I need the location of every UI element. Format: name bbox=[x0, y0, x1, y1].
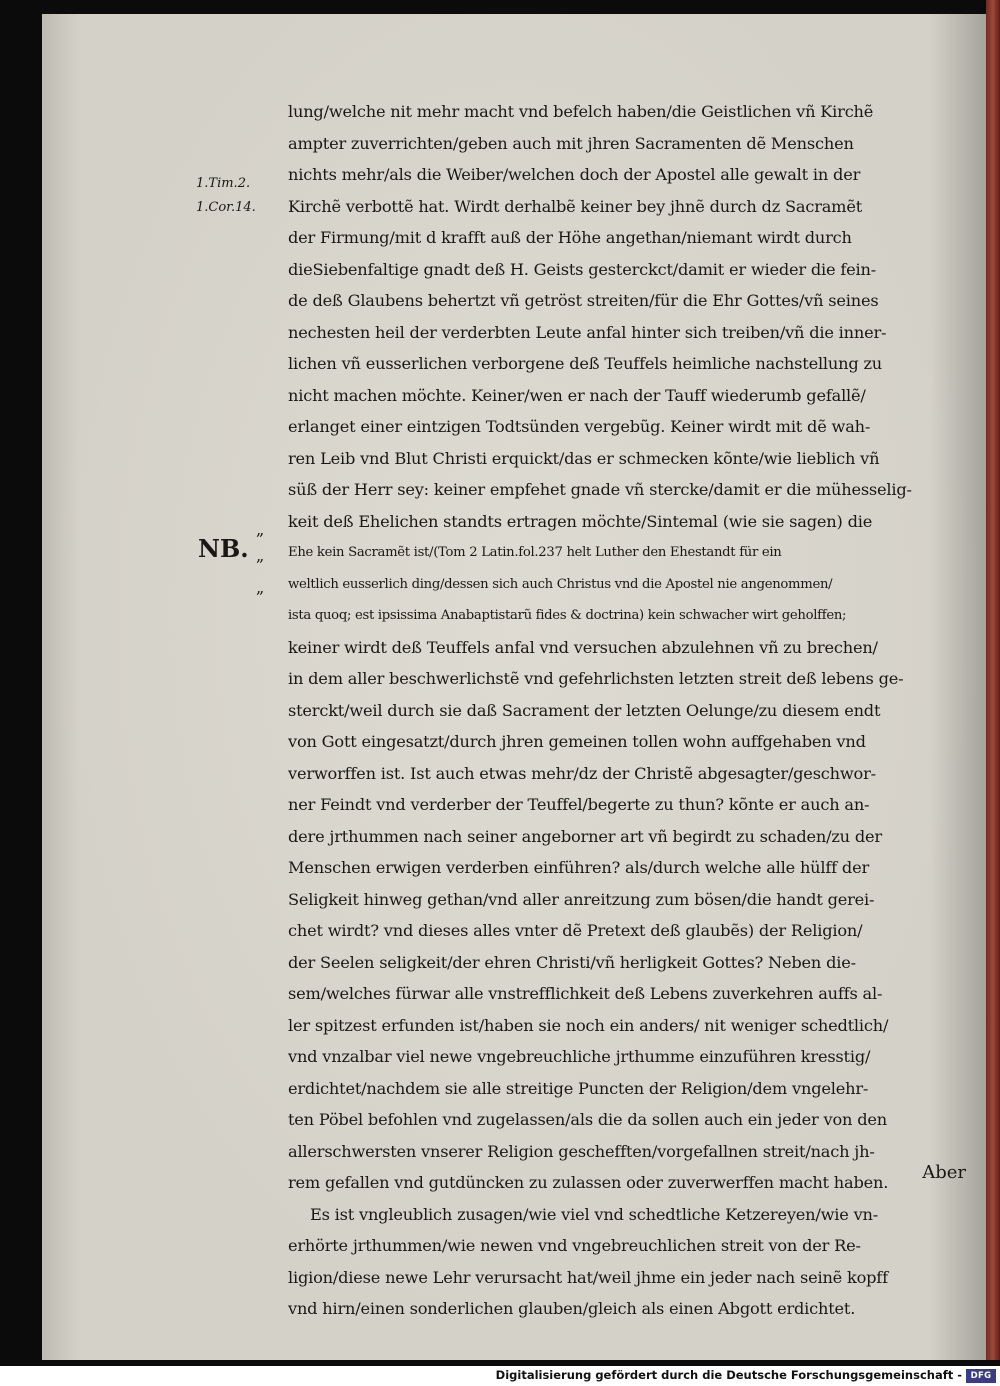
text-line: weltlich eusserlich ding/dessen sich auch Christus vnd die Apostel nie angenommen/ bbox=[288, 576, 833, 592]
text-line: sem/welches fürwar alle vnstrefflichkeit deß Lebens zuverkehren auffs al- bbox=[288, 984, 883, 1003]
text-line: ampter zuverrichten/geben auch mit jhren Sacramenten dẽ Menschen bbox=[288, 133, 854, 153]
catchword: Aber bbox=[922, 1162, 966, 1183]
text-line: keiner wirdt deß Teuffels anfal vnd versuchen abzulehnen vñ zu brechen/ bbox=[288, 637, 878, 657]
text-line: lung/welche nit mehr macht vnd befelch haben/die Geistlichen vñ Kirchẽ bbox=[288, 102, 874, 121]
text-line: erhörte jrthummen/wie newen vnd vngebreuchlichen streit von der Re- bbox=[288, 1236, 861, 1255]
text-line: ren Leib vnd Blut Christi erquickt/das er schmecken kõnte/wie lieblich vñ bbox=[288, 448, 880, 468]
book-spine-edge bbox=[986, 0, 1000, 1360]
margin-note-cor: 1.Cor.14. bbox=[196, 200, 256, 215]
text-line: de deß Glaubens behertzt vñ getröst streiten/für die Ehr Gottes/vñ seines bbox=[288, 291, 879, 310]
text-line: nechesten heil der verderbten Leute anfal hinter sich treiben/vñ die inner- bbox=[288, 322, 887, 342]
margin-quote-mark: „ bbox=[256, 578, 265, 597]
text-line: dere jrthummen nach seiner angeborner art vñ begirdt zu schaden/zu der bbox=[288, 826, 882, 846]
text-line: chet wirdt? vnd dieses alles vnter dẽ Pretext deß glaubẽs) der Religion/ bbox=[288, 921, 863, 940]
text-line: lichen vñ eusserlichen verborgene deß Teuffels heimliche nachstellung zu bbox=[288, 354, 883, 373]
text-line: erdichtet/nachdem sie alle streitige Puncten der Religion/dem vngelehr- bbox=[288, 1078, 869, 1098]
text-line: erlanget einer eintzigen Todtsünden vergebũg. Keiner wirdt mit dẽ wah- bbox=[288, 417, 871, 436]
margin-note-tim: 1.Tim.2. bbox=[196, 176, 251, 191]
text-line: Es ist vngleublich zusagen/wie viel vnd schedtliche Ketzereyen/wie vn- bbox=[310, 1204, 879, 1224]
text-line: ten Pöbel befohlen vnd zugelassen/als die da sollen auch ein jeder von den bbox=[288, 1110, 887, 1129]
margin-quote-mark: „ bbox=[256, 520, 265, 539]
text-line: der Firmung/mit d krafft auß der Höhe angethan/niemant wirdt durch bbox=[288, 228, 852, 247]
margin-note-nb: NB. bbox=[198, 534, 249, 563]
text-line: der Seelen seligkeit/der ehren Christi/vñ herligkeit Gottes? Neben die- bbox=[288, 952, 856, 972]
body-text bbox=[288, 96, 970, 1325]
text-line: in dem aller beschwerlichstẽ vnd gefehrlichsten letzten streit deß lebens ge- bbox=[288, 669, 904, 688]
text-line: sterckt/weil durch sie daß Sacrament der letzten Oelunge/zu diesem endt bbox=[288, 700, 881, 720]
text-line: ner Feindt vnd verderber der Teuffel/begerte zu thun? kõnte er auch an- bbox=[288, 795, 870, 814]
text-line: dieSiebenfaltige gnadt deß H. Geists gesterckct/damit er wieder die fein- bbox=[288, 259, 877, 279]
text-line: von Gott eingesatzt/durch jhren gemeinen tollen wohn auffgehaben vnd bbox=[288, 732, 866, 751]
footer-bar bbox=[0, 1366, 1000, 1386]
dfg-logo: DFG bbox=[966, 1369, 996, 1383]
text-line: ler spitzest erfunden ist/haben sie noch ein anders/ nit weniger schedtlich/ bbox=[288, 1015, 889, 1035]
text-line: nichts mehr/als die Weiber/welchen doch der Apostel alle gewalt in der bbox=[288, 165, 861, 184]
text-line: Kirchẽ verbottẽ hat. Wirdt derhalbẽ keiner bey jhnẽ durch dz Sacramẽt bbox=[288, 196, 863, 216]
text-line: nicht machen möchte. Keiner/wen er nach der Tauff wiederumb gefallẽ/ bbox=[288, 385, 866, 405]
footer-credit: Digitalisierung gefördert durch die Deutsche Forschungsgemeinschaft - bbox=[495, 1368, 962, 1382]
text-line: ligion/diese newe Lehr verursacht hat/weil jhme ein jeder nach seinẽ kopff bbox=[288, 1267, 888, 1287]
text-line: keit deß Ehelichen standts ertragen möchte/Sintemal (wie sie sagen) die bbox=[288, 511, 873, 531]
text-line: vnd vnzalbar viel newe vngebreuchliche jrthumme einzuführen kresstig/ bbox=[288, 1047, 871, 1066]
text-line: vnd hirn/einen sonderlichen glauben/gleich als einen Abgott erdichtet. bbox=[288, 1299, 856, 1318]
text-line: Menschen erwigen verderben einführen? als/durch welche alle hülff der bbox=[288, 858, 869, 877]
margin-quote-mark: „ bbox=[256, 546, 265, 565]
text-line: rem gefallen vnd gutdüncken zu zulassen oder zuverwerffen macht haben. bbox=[288, 1173, 889, 1192]
text-line: Ehe kein Sacramẽt ist/(Tom 2 Latin.fol.237 helt Luther den Ehestandt für ein bbox=[288, 545, 782, 560]
text-line: verworffen ist. Ist auch etwas mehr/dz der Christẽ abgesagter/geschwor- bbox=[288, 763, 876, 783]
text-line: allerschwersten vnserer Religion geschefften/vorgefallnen streit/nach jh- bbox=[288, 1141, 875, 1161]
text-line: süß der Herr sey: keiner empfehet gnade vñ stercke/damit er die mühesselig- bbox=[288, 480, 912, 499]
text-line: Seligkeit hinweg gethan/vnd aller anreitzung zum bösen/die handt gerei- bbox=[288, 889, 875, 909]
text-line: ista quoq; est ipsissima Anabaptistarũ fides & doctrina) kein schwacher wirt geholffen; bbox=[288, 608, 847, 623]
